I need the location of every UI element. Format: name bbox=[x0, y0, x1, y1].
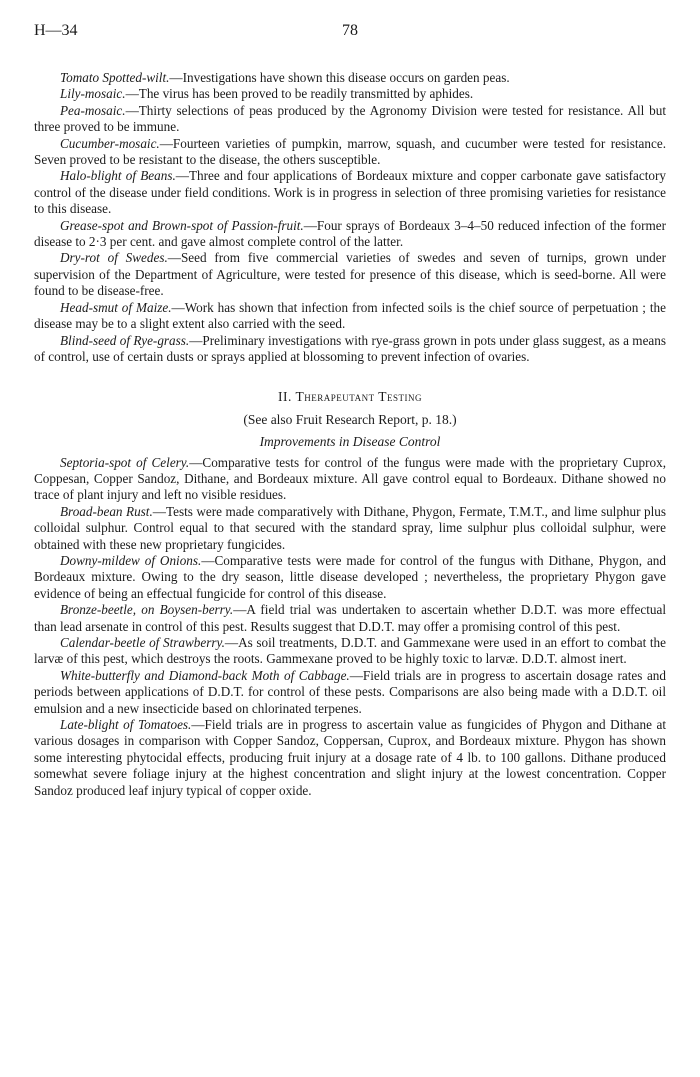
paragraph: Bronze-beetle, on Boysen-berry.—A field trial was undertaken to ascertain whether D.D.T. was more effectual than lead arsenate in control of this pest. Results suggest that D.D.T. may offer a promising control of this pest. bbox=[34, 602, 666, 634]
paragraph: Grease-spot and Brown-spot of Passion-fruit.—Four sprays of Bordeaux 3–4–50 reduced infection of the former disease to 2·3 per cent. and gave almost complete control of the latter. bbox=[34, 217, 666, 250]
paragraph: Pea-mosaic.—Thirty selections of peas produced by the Agronomy Division were tested for resistance. All but three proved to be immune. bbox=[34, 102, 666, 135]
page-body bbox=[34, 70, 666, 799]
paragraph: White-butterfly and Diamond-back Moth of Cabbage.—Field trials are in progress to ascertain dosage rates and periods between applications of D.D.T. for control of these pests. Comparisons are also being made with a D.D.T. oil emulsion and a new insecticide based on chlorinated terpenes. bbox=[34, 667, 666, 716]
paragraph: Halo-blight of Beans.—Three and four applications of Bordeaux mixture and copper carbonate gave satisfactory control of the disease under field conditions. Work is in progress in selection of three promising varieties for resistance to this disease. bbox=[34, 168, 666, 217]
paragraph: Lily-mosaic.—The virus has been proved to be readily transmitted by aphides. bbox=[60, 86, 474, 102]
document-code: H—34 bbox=[34, 22, 78, 39]
paragraph: Cucumber-mosaic.—Fourteen varieties of pumpkin, marrow, squash, and cucumber were tested for resistance. Seven proved to be resistant to the disease, the others susceptible. bbox=[34, 135, 666, 168]
section-heading: II. Therapeutant Testing bbox=[278, 389, 422, 405]
paragraph: Late-blight of Tomatoes.—Field trials are in progress to ascertain value as fungicides of Phygon and Dithane at various dosages in comparison with Copper Sandoz, Coppersan, Cuprox, and Bordeaux mixture. Phygon has shown some interesting phytocidal effects, producing fruit injury at a dosage rate of 4 lb. to 100 gallons. Dithane produced somewhat severe foliage injury at the highest concentration and slight injury at the lowest concentration. Copper Sandoz produced leaf injury typical of copper oxide. bbox=[34, 717, 666, 798]
subsection-heading: Improvements in Disease Control bbox=[259, 434, 441, 450]
paragraph: Head-smut of Maize.—Work has shown that infection from infected soils is the chief source of perpetuation ; the disease may be to a slight extent also carried with the seed. bbox=[34, 299, 666, 332]
page-header bbox=[34, 22, 666, 44]
paragraph: Blind-seed of Rye-grass.—Preliminary investigations with rye-grass grown in pots under glass suggest, as a means of control, use of certain dusts or sprays applied at blossoming to prevent infection of ovaries. bbox=[34, 332, 666, 364]
paragraph: Broad-bean Rust.—Tests were made comparatively with Dithane, Phygon, Fermate, T.M.T., and lime sulphur plus colloidal sulphur. Control equal to that secured with the standard spray, lime sulphur plus colloidal sulphur, were obtained with these new proprietary fungicides. bbox=[34, 503, 667, 552]
page-number: 78 bbox=[342, 22, 358, 39]
paragraph: Dry-rot of Swedes.—Seed from five commercial varieties of swedes and seven of turnips, grown under supervision of the Department of Agriculture, were tested for presence of this disease, which is seed-borne. All were found to be disease-free. bbox=[34, 250, 666, 299]
section-subheading: (See also Fruit Research Report, p. 18.) bbox=[243, 411, 457, 427]
paragraph: Downy-mildew of Onions.—Comparative tests were made for control of the fungus with Dithane, Phygon, and Bordeaux mixture. Owing to the dry season, little disease developed ; nevertheless, the proprietary Phygon gave evidence of being an effectual fungicide for control of this disease. bbox=[34, 552, 666, 601]
paragraph: Calendar-beetle of Strawberry.—As soil treatments, D.D.T. and Gammexane were used in an effort to combat the larvæ of this pest, which destroys the roots. Gammexane proved to be highly toxic to larvæ. D.D.T. almost inert. bbox=[34, 635, 666, 667]
paragraph: Septoria-spot of Celery.—Comparative tests for control of the fungus were made with the proprietary Cuprox, Coppesan, Copper Sandoz, Dithane, and Bordeaux mixture. All gave control equal to Bordeaux. Dithane showed no trace of plant injury and left no visible residues. bbox=[34, 454, 666, 503]
paragraph: Tomato Spotted-wilt.—Investigations have shown this disease occurs on garden peas. bbox=[60, 70, 510, 85]
